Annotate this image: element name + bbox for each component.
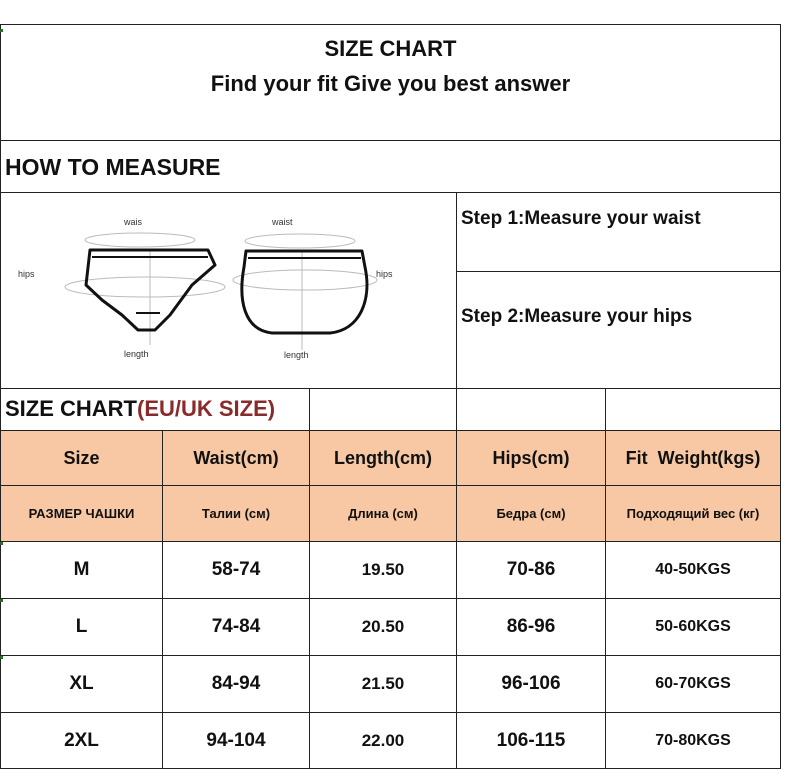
table-cell-weight: 60-70KGS: [655, 675, 731, 692]
divider: [0, 388, 781, 389]
corner-mark: [0, 656, 3, 659]
table-cell-waist: 58-74: [211, 559, 261, 580]
column-header-size: Size: [63, 447, 100, 468]
page-title: SIZE CHART: [324, 36, 457, 61]
table-cell-hips: 70-86: [506, 559, 556, 580]
table-cell-size: M: [73, 559, 90, 580]
size-chart-label-text: SIZE CHART: [5, 396, 137, 421]
waist-label: wais: [124, 217, 143, 227]
table-cell-waist: 74-84: [211, 616, 261, 637]
column-header-waist: Waist(cm): [193, 447, 279, 468]
column-header-size-ru: РАЗМЕР ЧАШКИ: [28, 506, 135, 521]
length-label: length: [124, 349, 149, 359]
column-header-weight-ru: Подходящий вес (кг): [626, 506, 760, 521]
waist-label: waist: [272, 217, 293, 227]
divider: [0, 140, 781, 141]
column-header-length-ru: Длина (см): [348, 506, 418, 521]
briefs-back-icon: [233, 234, 377, 350]
table-cell-weight: 70-80KGS: [655, 731, 731, 749]
divider: [309, 388, 310, 430]
column-header-weight: Fit Weight(kgs): [625, 447, 761, 468]
hips-label: hips: [18, 269, 35, 279]
corner-mark: [0, 599, 3, 602]
table-cell-hips: 106-115: [496, 729, 566, 751]
table-cell-waist: 84-94: [211, 673, 261, 694]
length-label: length: [284, 350, 309, 360]
table-cell-size: XL: [69, 673, 94, 694]
corner-mark: [0, 29, 3, 32]
column-header-length: Length(cm): [334, 447, 432, 468]
how-to-measure-heading: HOW TO MEASURE: [5, 154, 221, 180]
table-cell-waist: 94-104: [206, 729, 266, 751]
column-header-hips: Hips(cm): [492, 447, 570, 468]
table-cell-size: 2XL: [64, 729, 99, 751]
table-cell-hips: 86-96: [506, 616, 556, 637]
table-cell-weight: 40-50KGS: [655, 561, 731, 578]
table-cell-length: 20.50: [361, 617, 405, 636]
divider: [605, 388, 606, 430]
measurement-diagram: [10, 205, 450, 375]
size-chart-label: [5, 396, 275, 422]
divider: [456, 271, 781, 272]
size-chart-region: (EU/UK SIZE): [137, 396, 276, 421]
table-cell-length: 21.50: [361, 674, 405, 693]
table-cell-size: L: [75, 616, 88, 637]
briefs-front-icon: [65, 233, 225, 345]
table-cell-hips: 96-106: [501, 673, 561, 694]
table-cell-length: 22.00: [361, 730, 405, 750]
column-header-waist-ru: Талии (см): [201, 506, 271, 521]
table-cell-length: 19.50: [361, 560, 405, 579]
step-1-text: Step 1:Measure your waist: [461, 208, 701, 229]
table-cell-weight: 50-60KGS: [655, 618, 731, 635]
divider: [0, 192, 781, 193]
corner-mark: [0, 542, 3, 545]
step-2-text: Step 2:Measure your hips: [461, 306, 693, 327]
divider: [456, 388, 457, 430]
hips-label: hips: [376, 269, 393, 279]
page-subtitle: Find your fit Give you best answer: [210, 71, 571, 96]
column-header-hips-ru: Бедра (см): [496, 506, 566, 521]
